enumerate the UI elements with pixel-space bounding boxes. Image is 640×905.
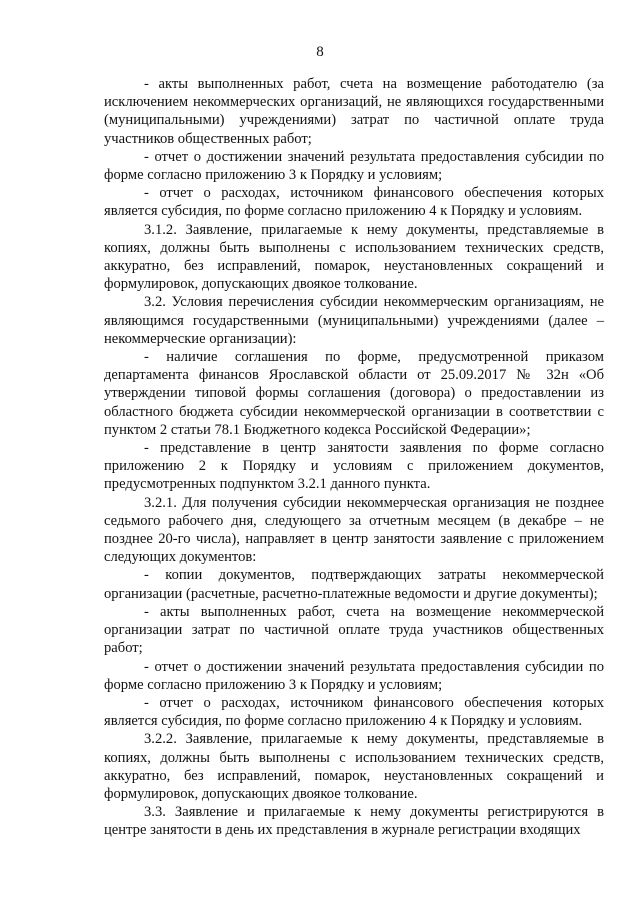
paragraph-3-2: 3.2. Условия перечисления субсидии некоммерческим организациям, не являющимся государственными (муниципальными) учреждениями (далее – некоммерческие организации):	[104, 294, 604, 347]
paragraph-result-report: - отчет о достижении значений результата предоставления субсидии по форме согласно приложению 3 к Порядку и условиям;	[104, 148, 604, 184]
paragraph-acts-nonprofit: - акты выполненных работ, счета на возмещение некоммерческой организации затрат по частичной оплате труда участников общественных работ;	[104, 603, 604, 657]
paragraph-3-1-2: 3.1.2. Заявление, прилагаемые к нему документы, представляемые в копиях, должны быть выполнены с использованием технических средств, аккуратно, без исправлений, помарок, неустановленных сокращений и формулировок, допускающих двоякое толкование.	[104, 221, 604, 293]
paragraph-3-2-1: 3.2.1. Для получения субсидии некоммерческая организация не позднее седьмого рабочего дня, следующего за отчетным месяцем (в декабре – не позднее 20-го числа), направляет в центр занятости заявление с приложением следующих документов:	[104, 494, 604, 566]
paragraph-expense-report: - отчет о расходах, источником финансового обеспечения которых является субсидия, по форме согласно приложению 4 к Порядку и условиям.	[104, 185, 604, 220]
paragraph-document-copies: - копии документов, подтверждающих затраты некоммерческой организации (расчетные, расчетно-платежные ведомости и другие документы);	[104, 567, 604, 602]
paragraph-3-2-2: 3.2.2. Заявление, прилагаемые к нему документы, представляемые в копиях, должны быть выполнены с использованием технических средств, аккуратно, без исправлений, помарок, неустановленных сокращений и формулировок, допускающих двоякое толкование.	[104, 731, 604, 802]
paragraph-expense-report-2: - отчет о расходах, источником финансового обеспечения которых является субсидия, по форме согласно приложению 4 к Порядку и условиям.	[104, 694, 604, 730]
page-number: 8	[316, 44, 324, 60]
document-body	[104, 75, 604, 840]
paragraph-result-report-2: - отчет о достижении значений результата предоставления субсидии по форме согласно приложению 3 к Порядку и условиям;	[104, 658, 604, 693]
paragraph-agreement: - наличие соглашения по форме, предусмотренной приказом департамента финансов Ярославской области от 25.09.2017 № 32н «Об утверждении типовой формы соглашения (договора) о предоставлении из областного бюджета субсидии некоммерческой организации в соответствии с пунктом 2 статьи 78.1 Бюджетного кодекса Российской Федерации»;	[104, 349, 604, 438]
paragraph-acts-employer: - акты выполненных работ, счета на возмещение работодателю (за исключением некоммерческих организаций, не являющихся государственными (муниципальными) учреждениями) затрат по частичной оплате труда участников общественных работ;	[104, 76, 604, 147]
paragraph-3-3: 3.3. Заявление и прилагаемые к нему документы регистрируются в центре занятости в день их представления в журнале регистрации входящих	[104, 804, 604, 839]
paragraph-application: - представление в центр занятости заявления по форме согласно приложению 2 к Порядку и условиям с приложением документов, предусмотренных подпунктом 3.2.1 данного пункта.	[104, 440, 604, 493]
